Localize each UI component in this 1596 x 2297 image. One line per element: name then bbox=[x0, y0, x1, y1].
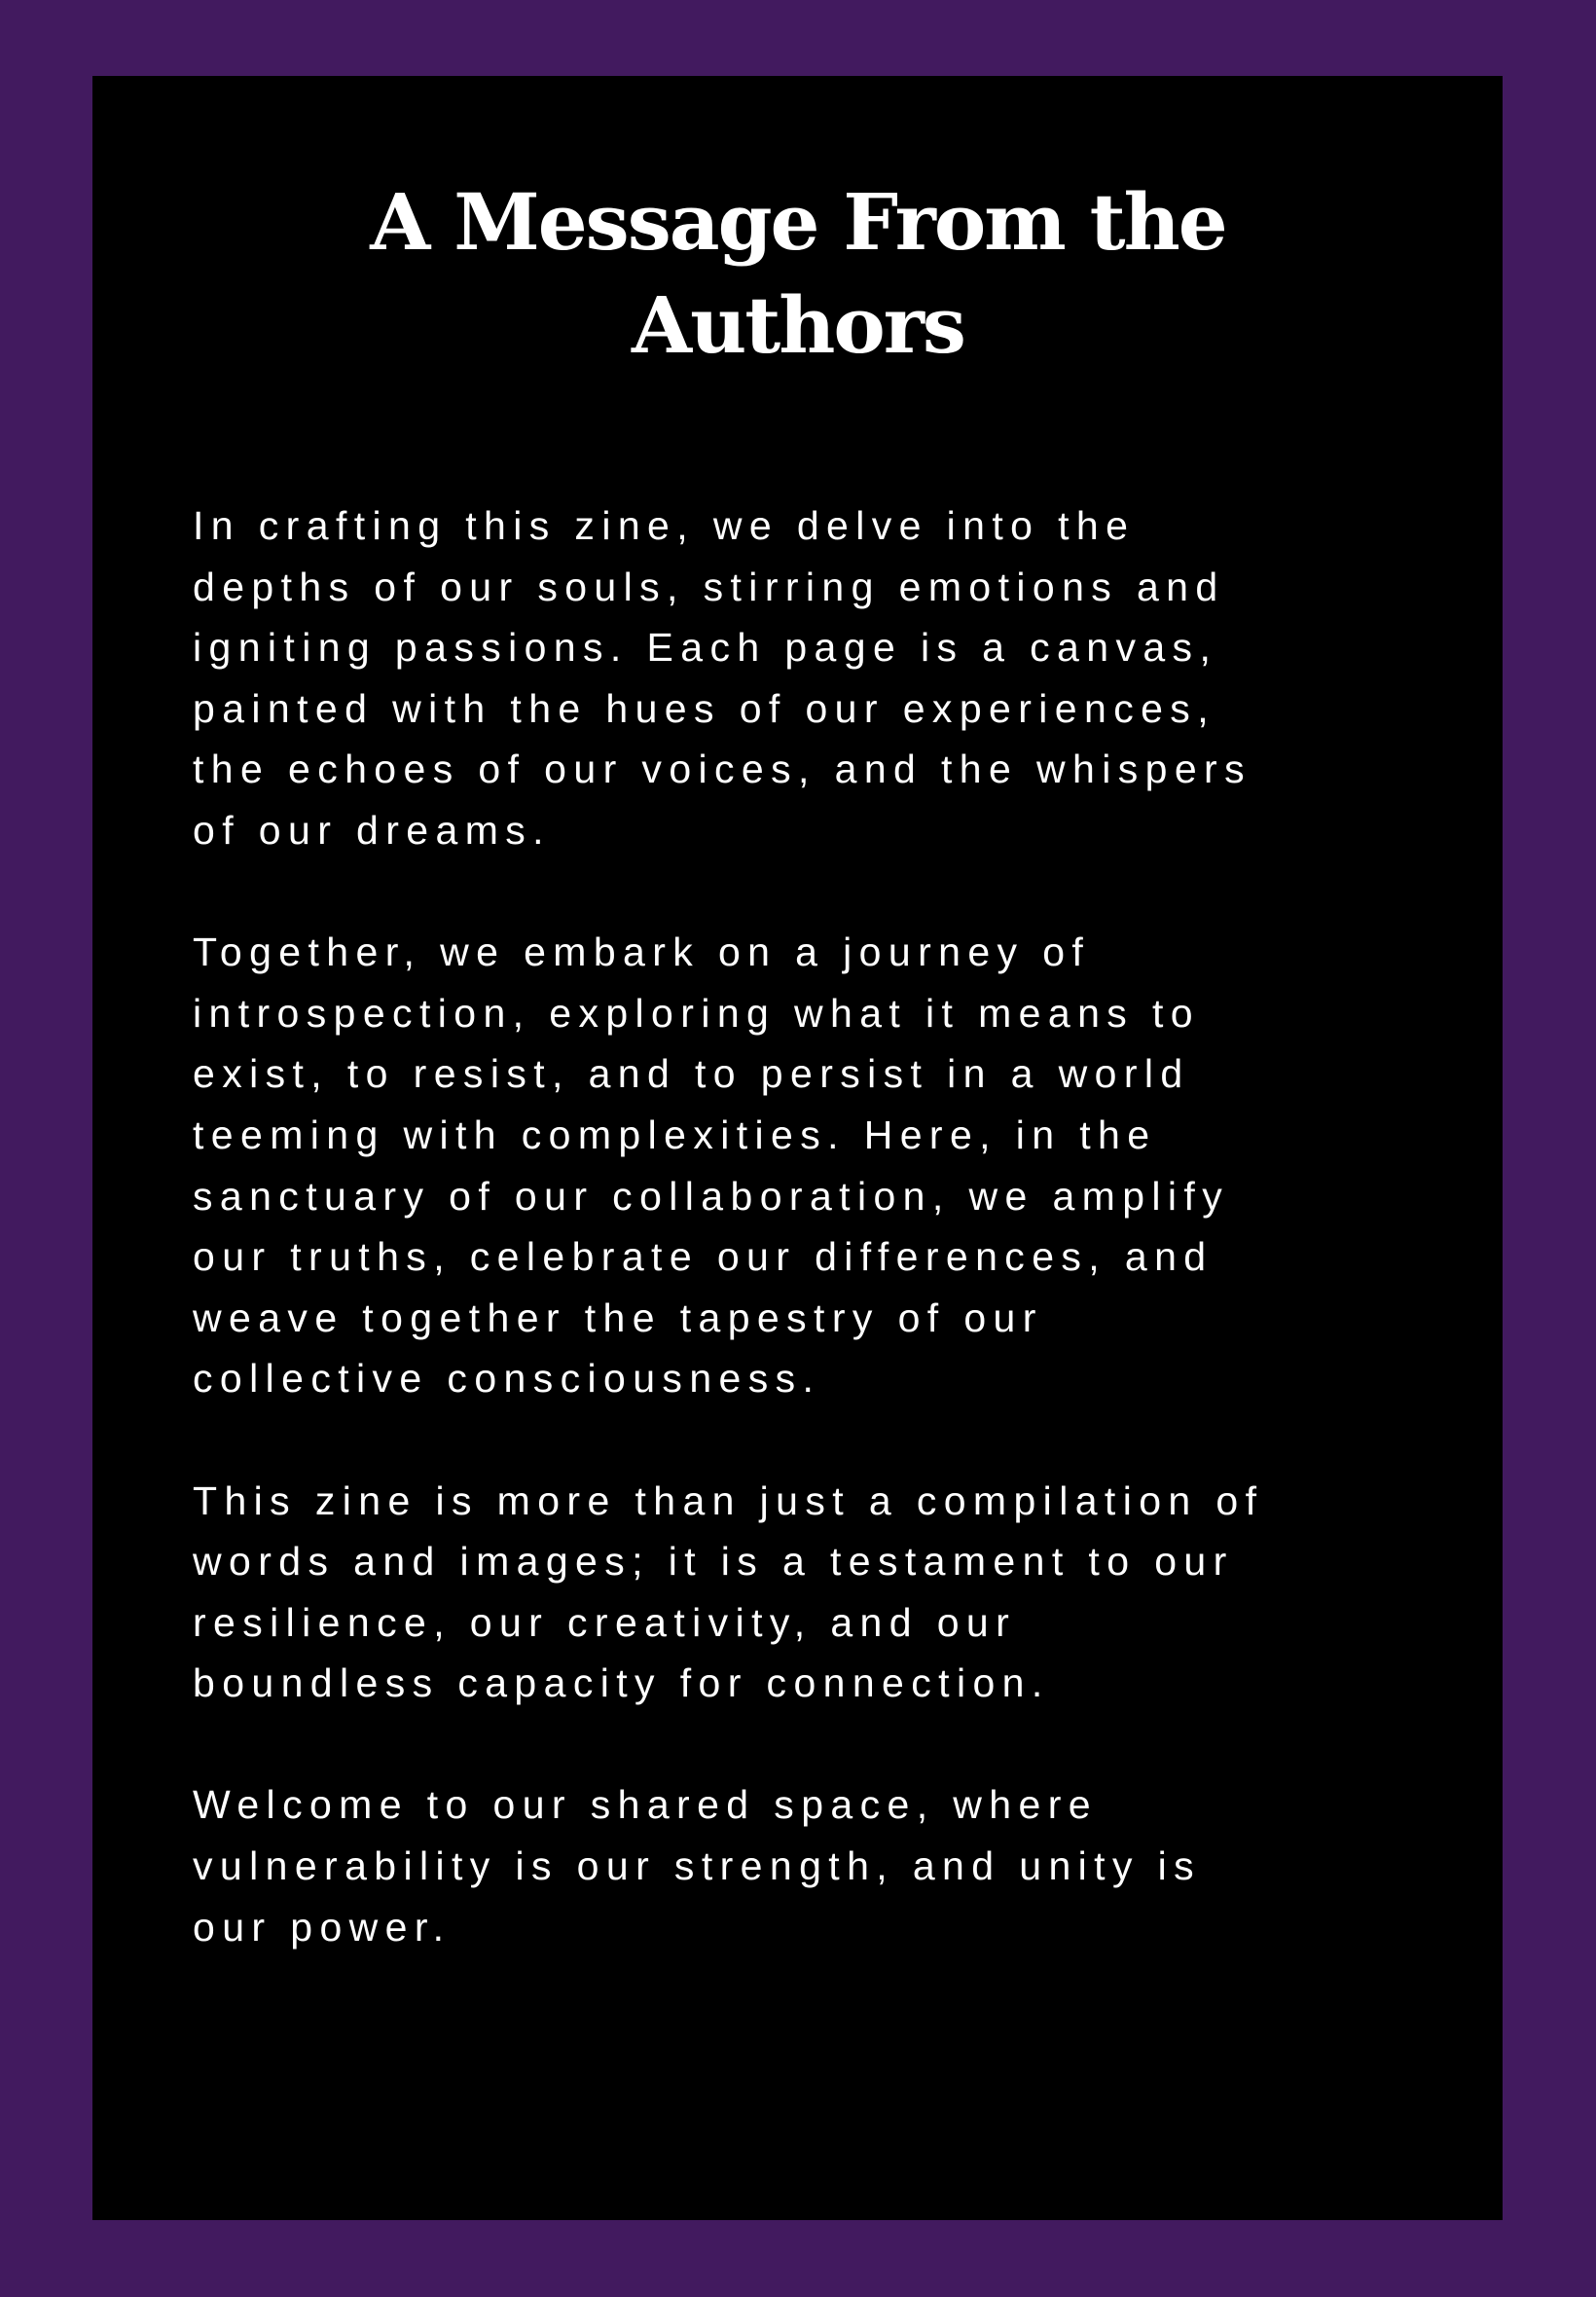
paragraph-1: In crafting this zine, we delve into the depths of our souls, stirring emotions and igniting passions. Each page is a canvas, painted with the hues of our experiences, the echoes of our voices, and the whispers of our dreams. bbox=[193, 503, 1251, 853]
page-title: A Message From the Authors bbox=[370, 176, 1226, 371]
paragraph-2: Together, we embark on a journey of introspection, exploring what it means to exist, to resist, and to persist in a world teeming with complexities. Here, in the sanctuary of our collaboration, we amplify our truths, celebrate our differences, and weave together the tapestry of our collective consciousness. bbox=[193, 930, 1230, 1402]
paragraph-3: This zine is more than just a compilation of words and images; it is a testament to our resilience, our creativity, and our boundless capacity for connection. bbox=[193, 1477, 1264, 1706]
paragraph-4: Welcome to our shared space, where vulnerability is our strength, and unity is our power. bbox=[193, 1782, 1202, 1950]
message-body bbox=[193, 495, 1419, 1957]
